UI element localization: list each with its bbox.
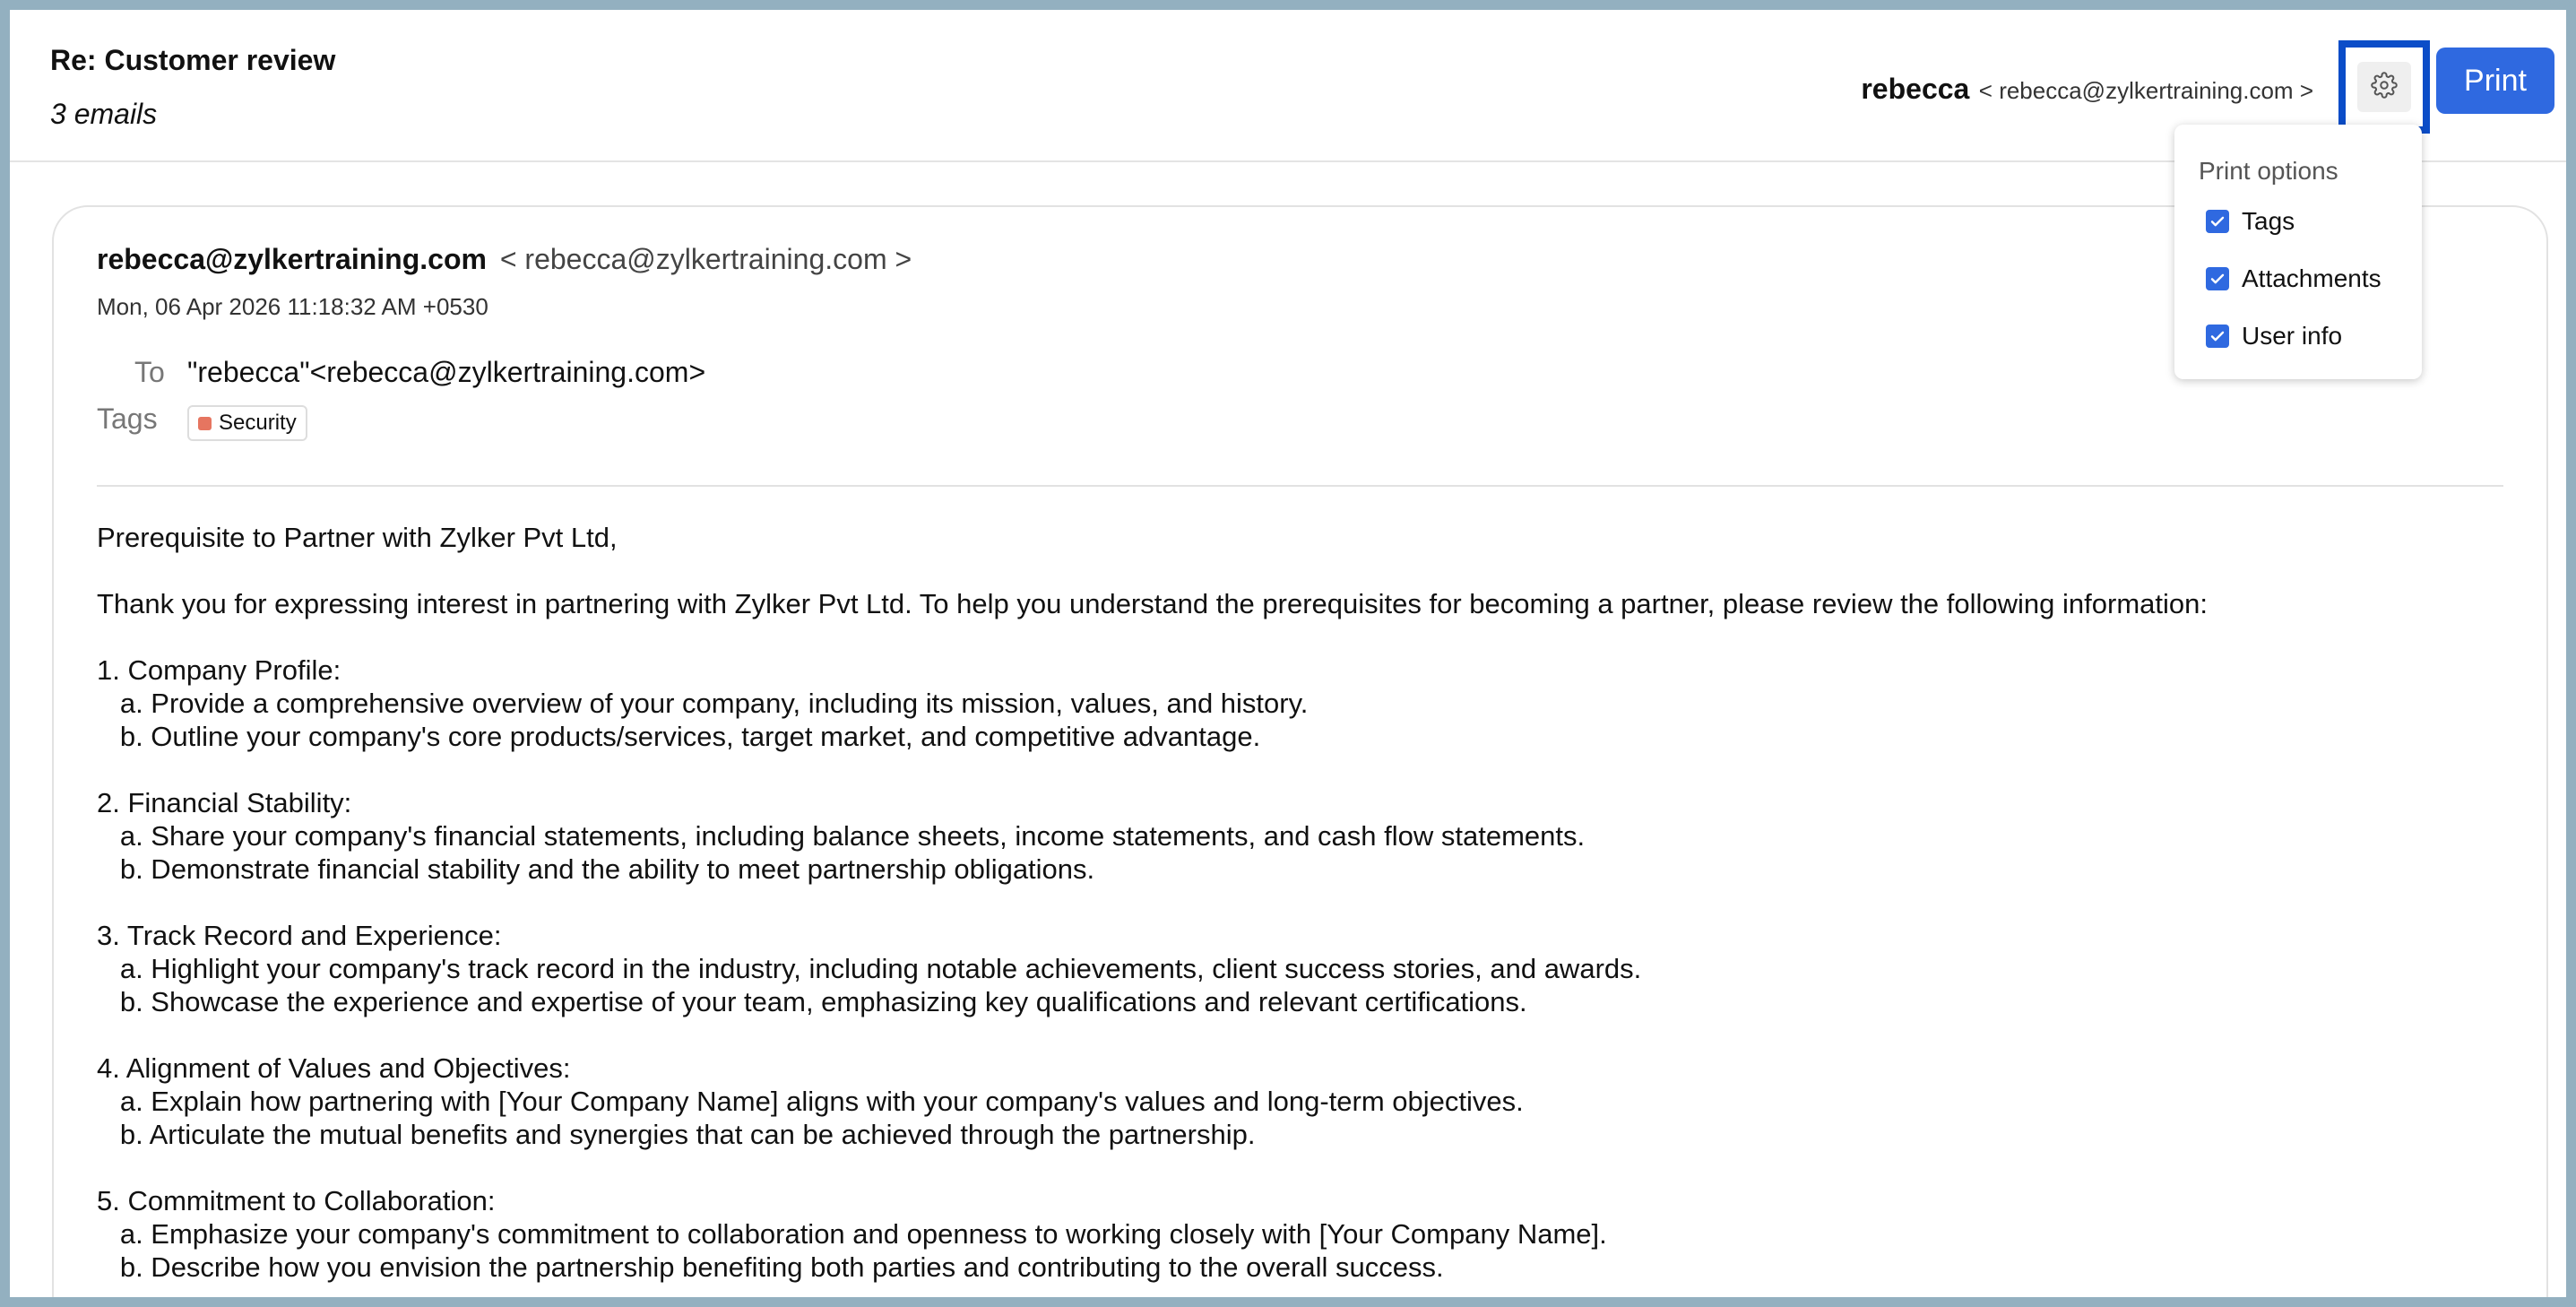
sender-email: < rebecca@zylkertraining.com > <box>499 243 912 275</box>
tag-chip <box>187 405 307 441</box>
message-body: Prerequisite to Partner with Zylker Pvt Ltd, Thank you for expressing interest in partnering with Zylker Pvt Ltd. To help you understand the prerequisites for becoming a partner, please review the following information: 1. Company Profile: a. Provide a comprehensive overview of your company, including its mission, values, and history. b. Outline your company's core products/services, target market, and competitive advantage. 2. Financial Stability: a. Share your company's financial statements, including balance sheets, income statements, and cash flow statements. b. Demonstrate financial stability and the ability to meet partnership obligations. 3. Track Record and Experience: a. Highlight your company's track record in the industry, including notable achievements, client success stories, and awards. b. Showcase the experience and expertise of your team, emphasizing key qualifications and relevant certifications. 4. Alignment of Values and Objectives: a. Explain how partnering with [Your Company Name] aligns with your company's values and long-term objectives. b. Articulate the mutual benefits and synergies that can be achieved through the partnership. 5. Commitment to Collaboration: a. Emphasize your company's commitment to collaboration and openness to working closely with [Your Company Name]. b. Describe how you envision the partnership benefiting both parties and contributing to the overall success. <box>97 522 2208 1283</box>
option-attachments[interactable] <box>2206 264 2382 293</box>
check-icon <box>2209 328 2226 344</box>
divider <box>97 485 2503 487</box>
sender-line <box>97 243 912 276</box>
tag-label: Security <box>219 411 297 435</box>
settings-highlight <box>2338 40 2430 134</box>
option-label: User info <box>2242 322 2343 350</box>
to-label: To <box>134 356 165 388</box>
user-name: rebecca <box>1861 73 1970 105</box>
print-button[interactable]: Print <box>2436 48 2554 114</box>
tags-checkbox[interactable] <box>2206 210 2229 233</box>
option-tags[interactable] <box>2206 207 2295 236</box>
email-count: 3 emails <box>50 98 158 130</box>
user-info <box>1861 73 2313 106</box>
attachments-checkbox[interactable] <box>2206 267 2229 290</box>
option-label: Tags <box>2242 207 2295 235</box>
tag-color-dot <box>198 417 212 430</box>
user-email: < rebecca@zylkertraining.com > <box>1978 77 2313 104</box>
option-user-info[interactable] <box>2206 322 2342 351</box>
user-info-checkbox[interactable] <box>2206 325 2229 348</box>
gear-icon <box>2371 72 2398 103</box>
check-icon <box>2209 213 2226 229</box>
message-date: Mon, 06 Apr 2026 11:18:32 AM +0530 <box>97 293 488 320</box>
check-icon <box>2209 271 2226 287</box>
print-options-dropdown <box>2174 125 2422 379</box>
email-subject: Re: Customer review <box>50 44 336 76</box>
sender-name: rebecca@zylkertraining.com <box>97 243 487 275</box>
print-settings-button[interactable] <box>2357 62 2411 112</box>
print-options-title: Print options <box>2199 157 2338 185</box>
print-preview-window <box>10 10 2566 1297</box>
to-recipient: "rebecca"<rebecca@zylkertraining.com> <box>187 356 706 388</box>
tags-label: Tags <box>97 402 158 435</box>
option-label: Attachments <box>2242 264 2382 292</box>
